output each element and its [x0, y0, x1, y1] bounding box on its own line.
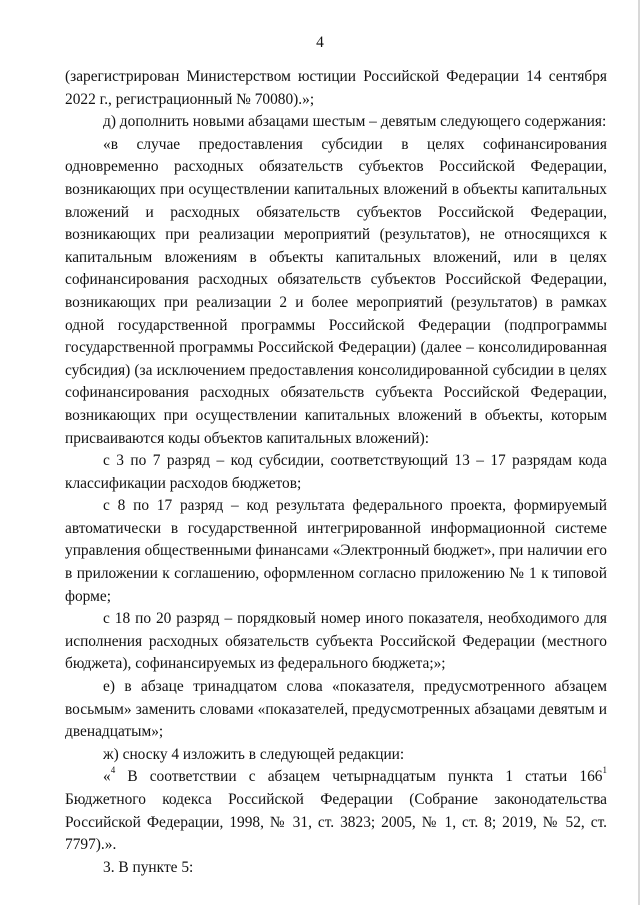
paragraph-item-zh: ж) сноску 4 изложить в следующей редакции:: [103, 745, 405, 763]
paragraph-digits-18-20: с 18 по 20 разряд – порядковый номер иного показателя, необходимого для исполнения расходных обязательств субъекта Российской Федерации (местного бюджета), софинансируемых из федерального бюджета;»;: [65, 610, 607, 673]
paragraph-registration: (зарегистрирован Министерством юстиции Российской Федерации 14 сентября 2022 г., регистрационный № 70080).»;: [65, 68, 607, 108]
paragraph-item-d: д) дополнить новыми абзацами шестым – девятым следующего содержания:: [103, 113, 607, 131]
footnote-open-quote: «: [103, 768, 111, 786]
footnote-marker: 4: [110, 765, 116, 776]
page-number: 4: [316, 34, 324, 51]
footnote-text-end: Бюджетного кодекса Российской Федерации (Собрание законодательства Российской Федерации, 1998, № 31, ст. 3823; 2005, № 1, ст. 8; 2019, № 52, ст. 7797).».: [65, 791, 607, 854]
paragraph-item-e: е) в абзаце тринадцатом слова «показателя, предусмотренного абзацем восьмым» заменить словами «показателей, предусмотренных абзацами девятым и двенадцатым»;: [65, 678, 607, 741]
paragraph-digits-8-17: с 8 по 17 разряд – код результата федерального проекта, формируемый автоматически в государственной интегрированной информационной системе управления общественными финансами «Электронный бюджет», при наличии его в приложении к соглашению, оформленном согласно приложению № 1 к типовой форме;: [65, 497, 607, 605]
paragraph-consolidated-subsidy: «в случае предоставления субсидии в целях софинансирования одновременно расходных обязательств субъектов Российской Федерации, возникающих при осуществлении капитальных вложений в объекты капитальных вложений и расходных обязательств субъектов Российской Федерации, возникающих при реализации мероприятий (результатов), не относящихся к капитальным вложениям в объекты капитальных вложений, или в целях софинансирования расходных обязательств субъектов Российской Федерации, возникающих при реализации 2 и более мероприятий (результатов) в рамках одной государственной программы Российской Федерации (подпрограммы государственной программы Российской Федерации) (далее – консолидированная субсидия) (за исключением предоставления консолидированной субсидии в целях софинансирования расходных обязательств субъекта Российской Федерации, возникающих при осуществлении капитальных вложений в объекты, которым присваиваются коды объектов капитальных вложений):: [65, 135, 607, 447]
footnote-text-start: В соответствии с абзацем четырнадцатым пункта 1 статьи 166: [115, 768, 603, 786]
paragraph-point-3: 3. В пункте 5:: [103, 858, 194, 876]
document-body: [65, 66, 607, 879]
paragraph-digits-3-7: с 3 по 7 разряд – код субсидии, соответствующий 13 – 17 разрядам кода классификации расходов бюджетов;: [65, 452, 607, 492]
article-superscript: 1: [602, 765, 607, 776]
paragraph-footnote-4: [65, 766, 607, 856]
